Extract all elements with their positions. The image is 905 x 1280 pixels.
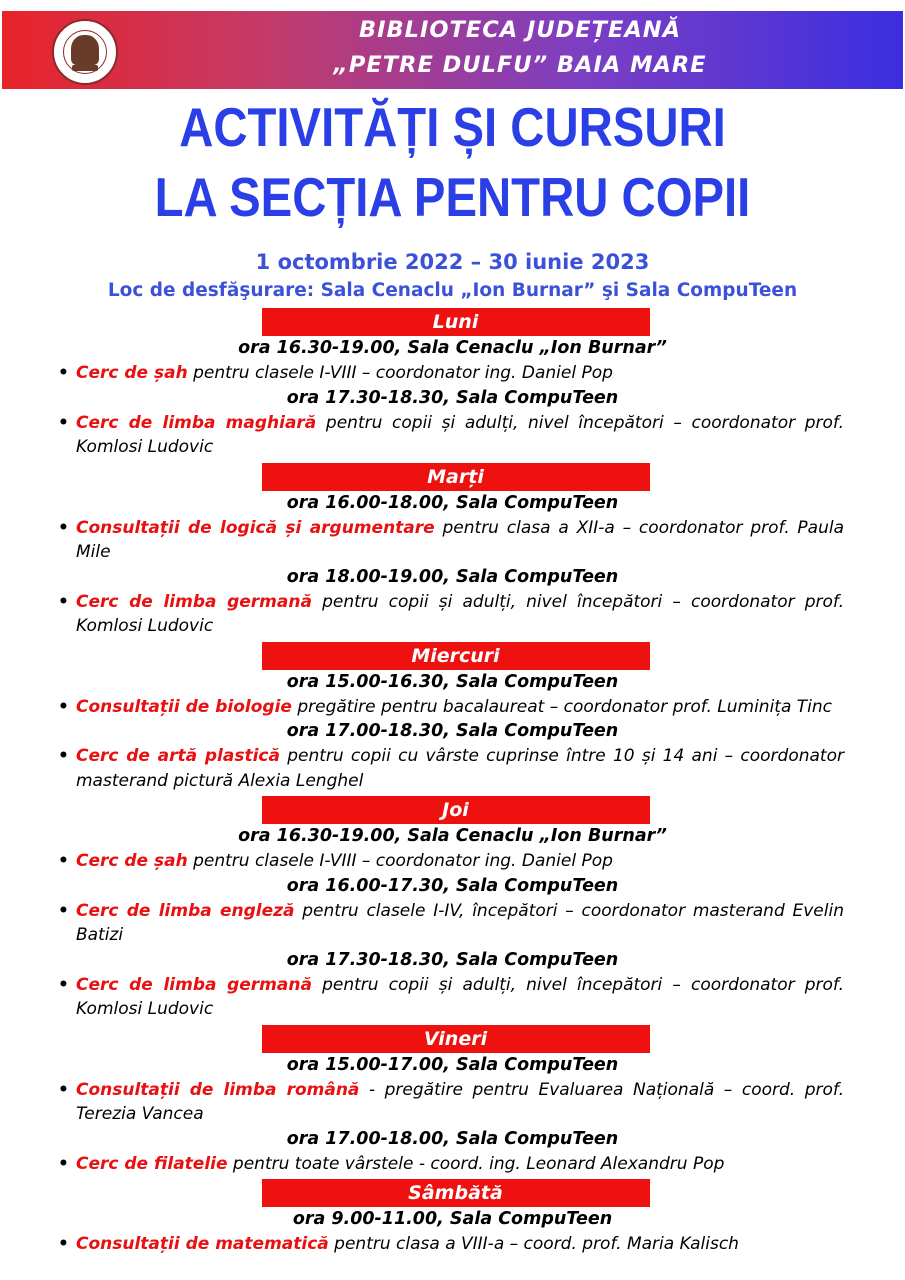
bullet: • (58, 1153, 69, 1174)
bullet: • (58, 363, 69, 383)
bullet: • (58, 746, 69, 766)
activity-item (58, 361, 844, 386)
activity-details: pentru copii și adulți, nivel începători – coordonator prof. Komlosi Ludovic (76, 591, 844, 636)
activity-item (58, 744, 844, 793)
activity-item (58, 695, 844, 720)
bust-icon (71, 35, 99, 65)
activity-name: Consultații de logică și argumentare (76, 517, 435, 538)
bullet: • (58, 851, 69, 871)
library-logo (52, 19, 118, 85)
time-slot: ora 16.00-17.30, Sala CompuTeen (286, 875, 619, 896)
activity-name: Cerc de limba germană (76, 591, 312, 612)
bullet: • (58, 1079, 69, 1100)
time-slot: ora 18.00-19.00, Sala CompuTeen (286, 566, 619, 587)
bullet: • (58, 696, 69, 717)
page-title-line2: LA SECȚIA PENTRU COPII (154, 166, 751, 228)
schedule (0, 305, 905, 1257)
activity-details: - pregătire pentru Evaluarea Națională – coord. prof. Terezia Vancea (76, 1079, 844, 1124)
bullet: • (58, 1234, 69, 1254)
activity-name: Cerc de filatelie (76, 1153, 228, 1174)
bullet: • (58, 974, 69, 995)
bullet: • (58, 517, 69, 538)
activity-item (58, 516, 844, 565)
activity-name: Cerc de șah (76, 363, 188, 383)
activity-name: Cerc de limba germană (76, 974, 312, 995)
library-name-line1: BIBLIOTECA JUDEȚEANĂ (358, 17, 682, 43)
activity-item (58, 1152, 844, 1177)
activity-item (58, 411, 845, 460)
activity-name: Consultații de biologie (76, 696, 292, 717)
activity-details: pentru clasa a VIII-a – coord. prof. Maria Kalisch (328, 1234, 739, 1254)
time-slot: ora 17.00-18.30, Sala CompuTeen (286, 721, 619, 741)
time-slot: ora 16.00-18.00, Sala CompuTeen (286, 492, 619, 513)
activity-details: pentru copii și adulți, nivel începători – coordonator prof. Komlosi Ludovic (76, 974, 844, 1019)
location: Loc de desfăşurare: Sala Cenaclu „Ion Burnar” şi Sala CompuTeen (107, 280, 798, 301)
activity-details: pentru clasele I-IV, începători – coordonator masterand Evelin Batizi (76, 900, 844, 945)
activity-name: Cerc de șah (76, 851, 188, 871)
activity-item (58, 899, 844, 948)
time-slot: ora 17.30-18.30, Sala CompuTeen (286, 949, 619, 970)
bullet: • (58, 412, 69, 433)
activity-name: Consultații de matematică (76, 1234, 329, 1254)
time-slot: ora 16.30-19.00, Sala Cenaclu „Ion Burnar” (238, 826, 667, 846)
time-slot: ora 15.00-17.00, Sala CompuTeen (286, 1054, 619, 1075)
activity-details: pentru clasa a XII-a – coordonator prof. Paula Mile (76, 517, 844, 562)
activity-details: pentru copii cu vârste cuprinse între 10 și 14 ani – coordonator masterand pictură Alexia Lenghel (76, 746, 844, 791)
activity-name: Consultații de limba română (76, 1079, 360, 1100)
book-icon (72, 65, 98, 71)
day-header-marti: Marți (262, 463, 650, 491)
activity-details: pentru toate vârstele - coord. ing. Leonard Alexandru Pop (227, 1153, 725, 1174)
activity-name: Cerc de limba maghiară (76, 412, 317, 433)
time-slot: ora 15.00-16.30, Sala CompuTeen (286, 671, 619, 692)
activity-item (58, 1232, 844, 1257)
activity-details: pentru copii și adulți, nivel începători – coordonator prof. Komlosi Ludovic (76, 412, 845, 457)
activity-details: pregătire pentru bacalaureat – coordonator prof. Luminița Tinc (291, 696, 833, 717)
page-title-line1: ACTIVITĂȚI ȘI CURSURI (179, 96, 726, 158)
time-slot: ora 17.00-18.00, Sala CompuTeen (286, 1128, 619, 1149)
day-header-luni: Luni (262, 308, 650, 336)
activity-details: pentru clasele I-VIII – coordonator ing. Daniel Pop (187, 851, 613, 871)
day-header-joi: Joi (262, 796, 650, 824)
activity-item (58, 849, 844, 874)
activity-details: pentru clasele I-VIII – coordonator ing. Daniel Pop (187, 363, 613, 383)
activity-item (58, 1078, 844, 1127)
time-slot: ora 9.00-11.00, Sala CompuTeen (292, 1209, 613, 1229)
library-name-line2: „PETRE DULFU” BAIA MARE (333, 52, 707, 78)
time-slot: ora 16.30-19.00, Sala Cenaclu „Ion Burnar” (238, 338, 667, 358)
time-slot: ora 17.30-18.30, Sala CompuTeen (286, 387, 619, 408)
period: 1 octombrie 2022 – 30 iunie 2023 (255, 250, 650, 274)
bullet: • (58, 900, 69, 921)
activity-item (58, 973, 844, 1022)
bullet: • (58, 591, 69, 612)
day-header-sambata: Sâmbătă (262, 1179, 650, 1207)
activity-item (58, 590, 844, 639)
activity-name: Cerc de limba engleză (76, 900, 295, 921)
day-header-vineri: Vineri (262, 1025, 650, 1053)
day-header-miercuri: Miercuri (262, 642, 650, 670)
activity-name: Cerc de artă plastică (76, 746, 280, 766)
